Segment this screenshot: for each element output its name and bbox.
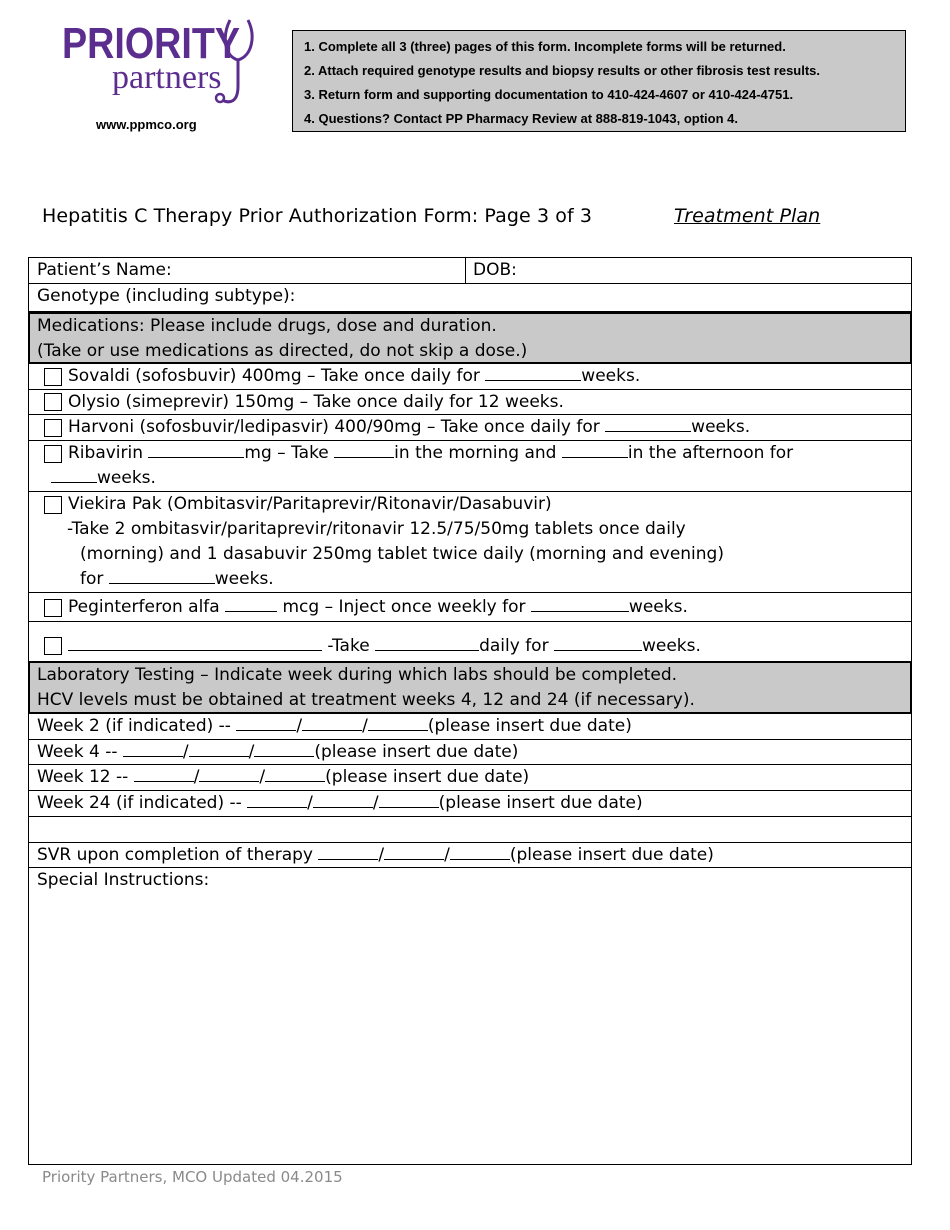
instruction-line: 2. Attach required genotype results and biopsy results or other fibrosis test results. bbox=[304, 63, 821, 78]
peginterferon-weeks-field[interactable] bbox=[531, 595, 629, 612]
ribavirin-mg-field[interactable] bbox=[148, 441, 244, 458]
instruction-line: 1. Complete all 3 (three) pages of this form. Incomplete forms will be returned. bbox=[304, 39, 786, 54]
dob-label: DOB: bbox=[473, 260, 517, 280]
lab-row-empty bbox=[29, 817, 911, 843]
harvoni-text: Harvoni (sofosbuvir/ledipasvir) 400/90mg – Take once daily for weeks. bbox=[68, 417, 751, 437]
labs-header bbox=[28, 661, 912, 714]
week24-month-field[interactable] bbox=[247, 791, 307, 808]
svr-month-field[interactable] bbox=[318, 843, 378, 860]
svr-year-field[interactable] bbox=[450, 843, 510, 860]
form-title-main: Hepatitis C Therapy Prior Authorization Form: Page 3 of 3 bbox=[42, 205, 593, 227]
patient-name-label: Patient’s Name: bbox=[37, 260, 172, 280]
viekira-line4: for weeks. bbox=[80, 569, 274, 589]
week12-day-field[interactable] bbox=[199, 765, 259, 782]
labs-header-line2: HCV levels must be obtained at treatment weeks 4, 12 and 24 (if necessary). bbox=[37, 690, 695, 710]
lab-row-week24 bbox=[29, 791, 911, 817]
other-med-weeks-field[interactable] bbox=[554, 634, 642, 651]
viekira-line2: -Take 2 ombitasvir/paritaprevir/ritonavir 12.5/75/50mg tablets once daily bbox=[67, 519, 686, 539]
week24-year-field[interactable] bbox=[379, 791, 439, 808]
instructions-box bbox=[292, 30, 906, 132]
labs-header-line1: Laboratory Testing – Indicate week during which labs should be completed. bbox=[37, 665, 678, 685]
med-row-other bbox=[29, 622, 911, 662]
viekira-checkbox[interactable] bbox=[44, 496, 62, 514]
week4-text: Week 4 -- / / (please insert due date) bbox=[37, 742, 519, 762]
patient-row bbox=[29, 258, 911, 284]
olysio-text: Olysio (simeprevir) 150mg – Take once daily for 12 weeks. bbox=[68, 392, 564, 412]
genotype-row bbox=[29, 284, 911, 312]
ribavirin-line1: Ribavirin mg – Take in the morning and in the afternoon for bbox=[68, 443, 794, 463]
divider bbox=[465, 258, 466, 283]
priority-partners-logo bbox=[62, 16, 262, 111]
week24-text: Week 24 (if indicated) -- / / (please insert due date) bbox=[37, 793, 643, 813]
treatment-plan-form bbox=[28, 257, 912, 1165]
peginterferon-text: Peginterferon alfa mcg – Inject once weekly for weeks. bbox=[68, 597, 688, 617]
week2-text: Week 2 (if indicated) -- / / (please insert due date) bbox=[37, 716, 632, 736]
website-url: www.ppmco.org bbox=[96, 117, 197, 132]
med-row-viekira bbox=[29, 492, 911, 593]
other-med-dose-field[interactable] bbox=[375, 634, 479, 651]
ribavirin-weeks-field[interactable] bbox=[51, 466, 97, 483]
week4-month-field[interactable] bbox=[123, 740, 183, 757]
week2-month-field[interactable] bbox=[236, 714, 296, 731]
special-instructions-area[interactable] bbox=[29, 868, 911, 1164]
special-instructions-label: Special Instructions: bbox=[37, 870, 210, 890]
ribavirin-morning-field[interactable] bbox=[334, 441, 394, 458]
form-section-title: Treatment Plan bbox=[674, 205, 821, 227]
viekira-line3: (morning) and 1 dasabuvir 250mg tablet twice daily (morning and evening) bbox=[80, 544, 724, 564]
med-row-harvoni bbox=[29, 415, 911, 441]
instruction-line: 4. Questions? Contact PP Pharmacy Review at 888-819-1043, option 4. bbox=[304, 111, 738, 126]
other-med-name-field[interactable] bbox=[68, 634, 322, 651]
lab-row-week12 bbox=[29, 765, 911, 791]
medications-header-line2: (Take or use medications as directed, do not skip a dose.) bbox=[37, 341, 528, 361]
med-row-ribavirin bbox=[29, 441, 911, 492]
week4-year-field[interactable] bbox=[254, 740, 314, 757]
lab-row-svr bbox=[29, 843, 911, 868]
logo-subtitle: partners bbox=[112, 59, 222, 96]
week2-year-field[interactable] bbox=[368, 714, 428, 731]
lab-row-week4 bbox=[29, 740, 911, 765]
svr-day-field[interactable] bbox=[384, 843, 444, 860]
lab-row-week2 bbox=[29, 714, 911, 740]
viekira-weeks-field[interactable] bbox=[109, 567, 215, 584]
sovaldi-weeks-field[interactable] bbox=[485, 364, 581, 381]
instruction-line: 3. Return form and supporting documentation to 410-424-4607 or 410-424-4751. bbox=[304, 87, 794, 102]
footer-note: Priority Partners, MCO Updated 04.2015 bbox=[42, 1168, 343, 1186]
week2-day-field[interactable] bbox=[302, 714, 362, 731]
week12-year-field[interactable] bbox=[265, 765, 325, 782]
week12-month-field[interactable] bbox=[134, 765, 194, 782]
harvoni-weeks-field[interactable] bbox=[605, 415, 691, 432]
other-med-checkbox[interactable] bbox=[44, 637, 62, 655]
medications-header-line1: Medications: Please include drugs, dose and duration. bbox=[37, 316, 497, 336]
genotype-label: Genotype (including subtype): bbox=[37, 286, 296, 306]
sovaldi-checkbox[interactable] bbox=[44, 368, 62, 386]
medications-header bbox=[28, 312, 912, 364]
ribavirin-line2: weeks. bbox=[51, 466, 156, 491]
ribavirin-checkbox[interactable] bbox=[44, 445, 62, 463]
viekira-line1: Viekira Pak (Ombitasvir/Paritaprevir/Ritonavir/Dasabuvir) bbox=[68, 494, 552, 514]
peginterferon-checkbox[interactable] bbox=[44, 599, 62, 617]
peginterferon-mcg-field[interactable] bbox=[225, 595, 277, 612]
form-title bbox=[42, 205, 821, 227]
med-row-peginterferon bbox=[29, 593, 911, 622]
logo-wordmark: PRIORITY bbox=[62, 19, 240, 68]
med-row-sovaldi bbox=[29, 364, 911, 390]
week12-text: Week 12 -- / / (please insert due date) bbox=[37, 767, 530, 787]
harvoni-checkbox[interactable] bbox=[44, 419, 62, 437]
week4-day-field[interactable] bbox=[189, 740, 249, 757]
svr-text: SVR upon completion of therapy / / (please insert due date) bbox=[37, 845, 714, 865]
week24-day-field[interactable] bbox=[313, 791, 373, 808]
med-row-olysio bbox=[29, 390, 911, 415]
other-med-text: -Take daily for weeks. bbox=[68, 634, 701, 659]
ribavirin-afternoon-field[interactable] bbox=[562, 441, 628, 458]
olysio-checkbox[interactable] bbox=[44, 393, 62, 411]
sovaldi-text: Sovaldi (sofosbuvir) 400mg – Take once daily for weeks. bbox=[68, 366, 641, 386]
